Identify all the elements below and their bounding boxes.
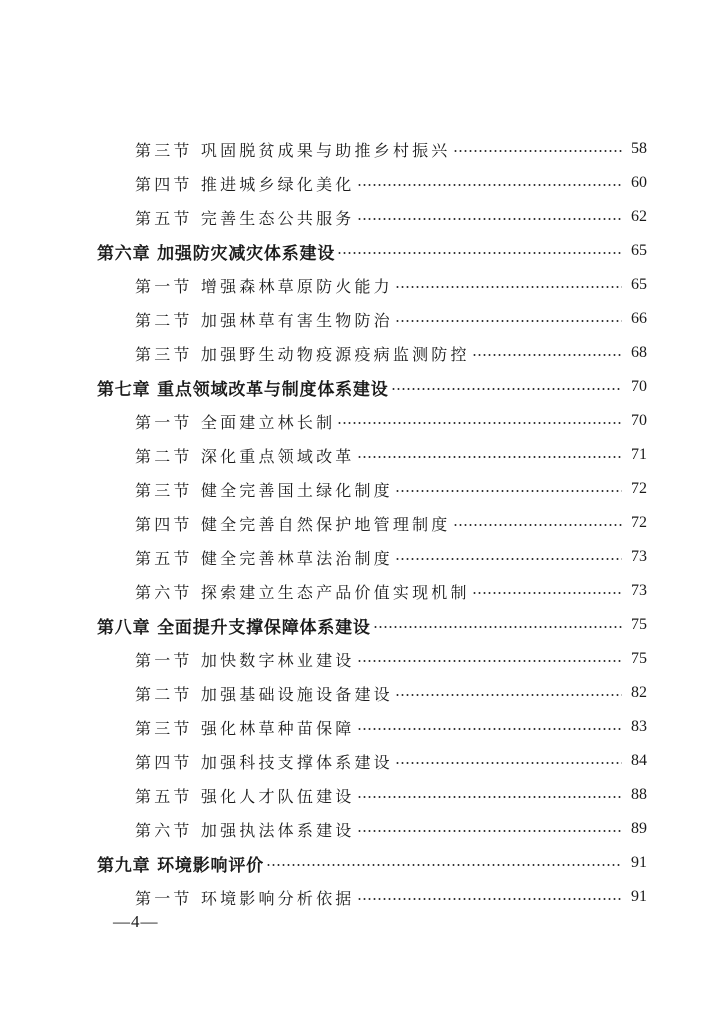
toc-dot-leader: [395, 320, 622, 322]
toc-entry-page: 58: [631, 140, 647, 157]
toc-entry-page: 68: [631, 344, 647, 361]
toc-dot-leader: [357, 830, 623, 832]
toc-entry-title: 第四节 加强科技支撑体系建设: [135, 752, 393, 772]
toc-entry-title: 第二节 加强基础设施设备建设: [135, 684, 393, 704]
toc-entry-page: 88: [631, 786, 647, 803]
toc-entry-page: 60: [631, 174, 647, 191]
toc-dot-leader: [453, 524, 623, 526]
toc-entry-page: 66: [631, 310, 647, 327]
toc-entry-title: 第八章 全面提升支撑保障体系建设: [97, 617, 371, 638]
toc-dot-leader: [391, 388, 622, 390]
toc-entry-title: 第九章 环境影响评价: [97, 855, 264, 876]
toc-section-entry[interactable]: [0, 166, 724, 200]
toc-entry-title: 第一节 环境影响分析依据: [135, 888, 355, 908]
toc-entry-title: 第三节 巩固脱贫成果与助推乡村振兴: [135, 140, 451, 160]
toc-entry-page: 73: [631, 548, 647, 565]
toc-entry-title: 第三节 强化林草种苗保障: [135, 718, 355, 738]
table-of-contents: [0, 132, 724, 914]
toc-entry-page: 91: [631, 888, 647, 905]
toc-chapter-entry[interactable]: [0, 234, 724, 268]
toc-entry-title: 第六章 加强防灾减灾体系建设: [97, 243, 336, 264]
toc-entry-page: 91: [631, 854, 647, 871]
toc-dot-leader: [357, 456, 623, 458]
toc-entry-page: 65: [631, 242, 647, 259]
toc-entry-title: 第三节 加强野生动物疫源疫病监测防控: [135, 344, 470, 364]
toc-dot-leader: [395, 558, 622, 560]
toc-section-entry[interactable]: [0, 404, 724, 438]
toc-entry-title: 第一节 全面建立林长制: [135, 412, 336, 432]
toc-entry-title: 第五节 健全完善林草法治制度: [135, 548, 393, 568]
toc-section-entry[interactable]: [0, 200, 724, 234]
toc-entry-title: 第二节 深化重点领域改革: [135, 446, 355, 466]
toc-entry-title: 第六节 加强执法体系建设: [135, 820, 355, 840]
toc-entry-title: 第六节 探索建立生态产品价值实现机制: [135, 582, 470, 602]
toc-section-entry[interactable]: [0, 132, 724, 166]
toc-entry-title: 第一节 加快数字林业建设: [135, 650, 355, 670]
toc-dot-leader: [472, 354, 622, 356]
toc-entry-page: 72: [631, 514, 647, 531]
toc-section-entry[interactable]: [0, 506, 724, 540]
toc-dot-leader: [395, 490, 622, 492]
toc-entry-page: 65: [631, 276, 647, 293]
toc-section-entry[interactable]: [0, 302, 724, 336]
toc-entry-title: 第三节 健全完善国土绿化制度: [135, 480, 393, 500]
toc-chapter-entry[interactable]: [0, 608, 724, 642]
page-number: —4—: [113, 912, 159, 931]
toc-section-entry[interactable]: [0, 880, 724, 914]
toc-section-entry[interactable]: [0, 540, 724, 574]
toc-dot-leader: [395, 694, 622, 696]
toc-entry-page: 75: [631, 616, 647, 633]
toc-dot-leader: [373, 626, 622, 628]
toc-entry-page: 75: [631, 650, 647, 667]
toc-section-entry[interactable]: [0, 574, 724, 608]
toc-dot-leader: [337, 252, 622, 254]
toc-entry-page: 70: [631, 412, 647, 429]
toc-entry-title: 第五节 强化人才队伍建设: [135, 786, 355, 806]
toc-dot-leader: [357, 660, 623, 662]
toc-entry-page: 89: [631, 820, 647, 837]
toc-dot-leader: [357, 796, 623, 798]
toc-entry-page: 71: [631, 446, 647, 463]
toc-section-entry[interactable]: [0, 744, 724, 778]
toc-entry-title: 第四节 健全完善自然保护地管理制度: [135, 514, 451, 534]
toc-section-entry[interactable]: [0, 642, 724, 676]
toc-entry-page: 82: [631, 684, 647, 701]
toc-dot-leader: [395, 762, 622, 764]
toc-dot-leader: [395, 286, 622, 288]
toc-dot-leader: [337, 422, 622, 424]
toc-section-entry[interactable]: [0, 778, 724, 812]
toc-entry-page: 73: [631, 582, 647, 599]
toc-dot-leader: [357, 218, 623, 220]
toc-entry-page: 62: [631, 208, 647, 225]
toc-entry-title: 第二节 加强林草有害生物防治: [135, 310, 393, 330]
toc-entry-title: 第一节 增强森林草原防火能力: [135, 276, 393, 296]
toc-dot-leader: [357, 184, 623, 186]
toc-section-entry[interactable]: [0, 336, 724, 370]
toc-dot-leader: [357, 898, 623, 900]
toc-entry-title: 第五节 完善生态公共服务: [135, 208, 355, 228]
toc-dot-leader: [472, 592, 622, 594]
toc-entry-page: 83: [631, 718, 647, 735]
toc-section-entry[interactable]: [0, 676, 724, 710]
toc-section-entry[interactable]: [0, 268, 724, 302]
toc-entry-page: 84: [631, 752, 647, 769]
toc-entry-page: 70: [631, 378, 647, 395]
toc-dot-leader: [453, 150, 623, 152]
toc-entry-title: 第七章 重点领域改革与制度体系建设: [97, 379, 389, 400]
toc-section-entry[interactable]: [0, 472, 724, 506]
toc-chapter-entry[interactable]: [0, 370, 724, 404]
toc-chapter-entry[interactable]: [0, 846, 724, 880]
toc-entry-page: 72: [631, 480, 647, 497]
toc-section-entry[interactable]: [0, 438, 724, 472]
toc-dot-leader: [357, 728, 623, 730]
toc-entry-title: 第四节 推进城乡绿化美化: [135, 174, 355, 194]
toc-section-entry[interactable]: [0, 812, 724, 846]
toc-dot-leader: [266, 864, 622, 866]
toc-section-entry[interactable]: [0, 710, 724, 744]
